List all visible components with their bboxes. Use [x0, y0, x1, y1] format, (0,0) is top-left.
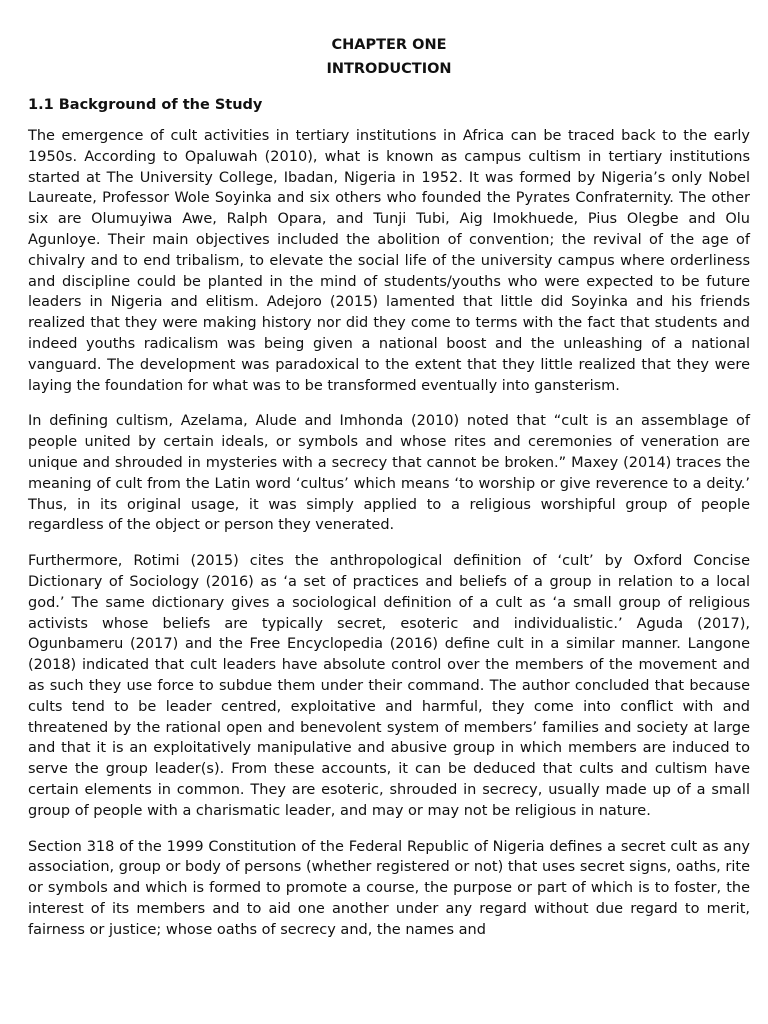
document-page: [28, 33, 750, 940]
paragraph-sociology: Furthermore, Rotimi (2015) cites the anthropological definition of ‘cult’ by Oxford Concise Dictionary of Sociology (2016) as ‘a set of practices and beliefs of a group in relation to a local god.’ The same dictionary gives a sociological definition of a cult as ‘a small group of religious activists whose beliefs are typically secret, esoteric and individualistic.’ Aguda (2017), Ogunbameru (2017) and the Free Encyclopedia (2016) define cult in a similar manner. Langone (2018) indicated that cult leaders have absolute control over the members of the movement and as such they use force to subdue them under their command. The author concluded that because cults tend to be leader centred, exploitative and harmful, they come into conflict with and threatened by the rational open and benevolent system of members’ families and society at large and that it is an exploitatively manipulative and abusive group in which members are induced to serve the group leader(s). From these accounts, it can be deduced that cults and cultism have certain elements in common. They are esoteric, shrouded in secrecy, usually made up of a small group of people with a charismatic leader, and may or may not be religious in nature.: [28, 553, 750, 819]
section-heading: 1.1 Background of the Study: [28, 97, 263, 113]
paragraph-definition: In defining cultism, Azelama, Alude and Imhonda (2010) noted that “cult is an assemblage of people united by certain ideals, or symbols and whose rites and ceremonies of veneration are unique and shrouded in mysteries with a secrecy that cannot be broken.” Maxey (2014) traces the meaning of cult from the Latin word ‘cultus’ which means ‘to worship or give reverence to a deity.’ Thus, in its original usage, it was simply applied to a religious worshipful group of people regardless of the object or person they venerated.: [28, 413, 750, 534]
paragraph-origins: The emergence of cult activities in tertiary institutions in Africa can be traced back to the early 1950s. According to Opaluwah (2010), what is known as campus cultism in tertiary institutions started at The University College, Ibadan, Nigeria in 1952. It was formed by Nigeria’s only Nobel Laureate, Professor Wole Soyinka and six others who founded the Pyrates Confraternity. The other six are Olumuyiwa Awe, Ralph Opara, and Tunji Tubi, Aig Imokhuede, Pius Olegbe and Olu Agunloye. Their main objectives included the abolition of convention; the revival of the age of chivalry and to end tribalism, to elevate the social life of the university campus where orderliness and discipline could be planted in the mind of students/youths who were expected to be future leaders in Nigeria and elitism. Adejoro (2015) lamented that little did Soyinka and his friends realized that they were making history nor did they come to terms with the fact that students and indeed youths radicalism was being given a national boost and the unleashing of a national vanguard. The development was paradoxical to the extent that they little realized that they were laying the foundation for what was to be transformed eventually into gansterism.: [28, 128, 750, 394]
paragraph-constitution: Section 318 of the 1999 Constitution of the Federal Republic of Nigeria defines a secret cult as any association, group or body of persons (whether registered or not) that uses secret signs, oaths, rite or symbols and which is formed to promote a course, the purpose or part of which is to foster, the interest of its members and to aid one another under any regard without due regard to merit, fairness or justice; whose oaths of secrecy and, the names and: [28, 838, 750, 938]
chapter-subtitle: INTRODUCTION: [326, 61, 452, 77]
chapter-title: CHAPTER ONE: [331, 37, 447, 53]
